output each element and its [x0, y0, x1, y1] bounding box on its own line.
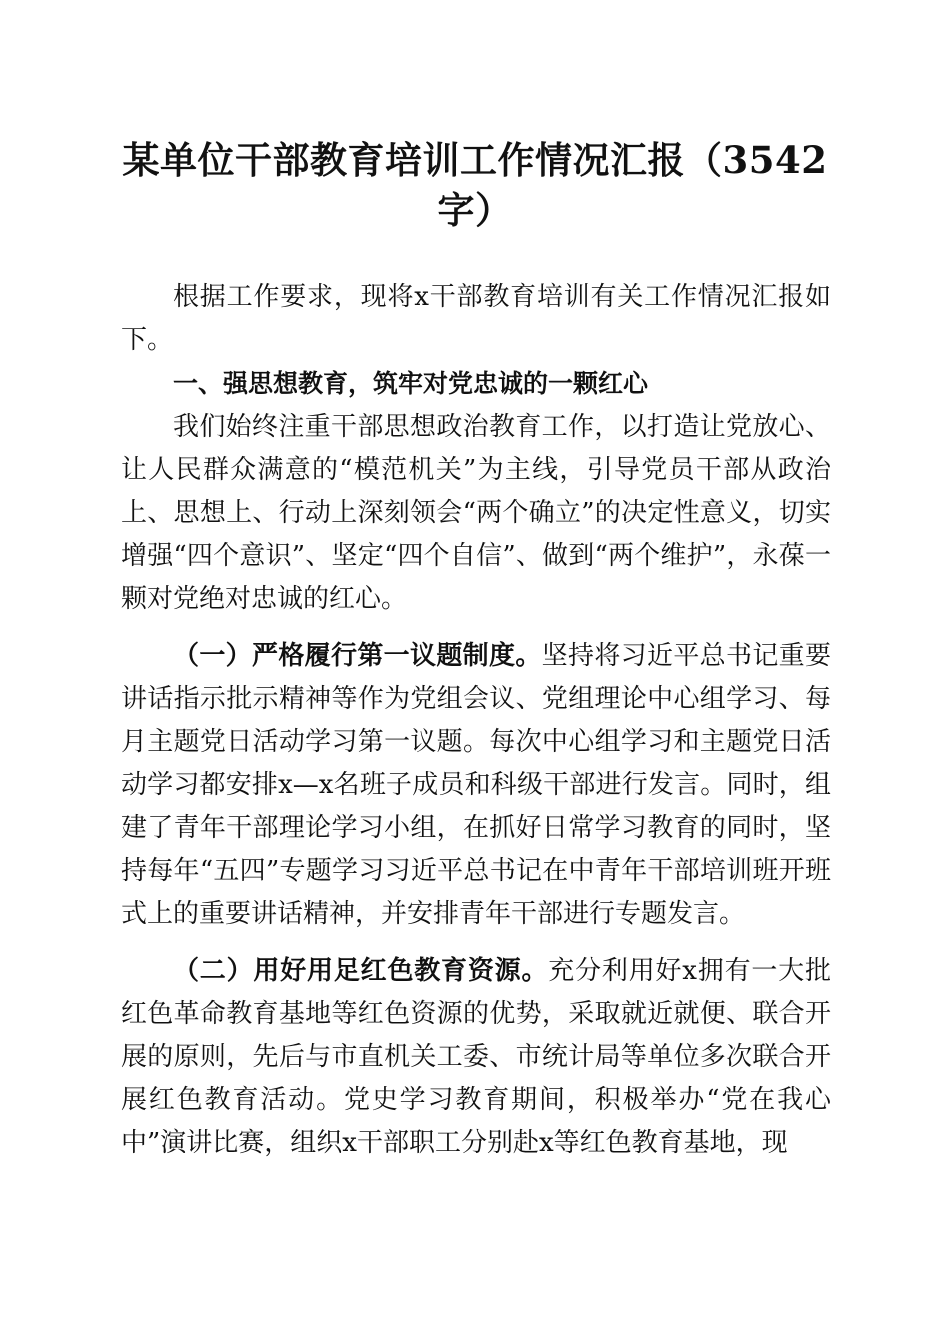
document-body [121, 276, 831, 1165]
subsection-paragraph-2 [121, 950, 831, 1165]
subsection-paragraph-1 [121, 635, 831, 936]
subsection-text-2: 充分利用好x拥有一大批红色革命教育基地等红色资源的优势，采取就近就便、联合开展的原则，先后与市直机关工委、市统计局等单位多次联合开展红色教育活动。党史学习教育期间，积极举办“党在我心中”演讲比赛，组织x干部职工分别赴x等红色教育基地，现 [121, 956, 831, 1158]
subsection-heading-2: （二）用好用足红色教育资源。 [173, 956, 549, 986]
subsection-heading-1: （一）严格履行第一议题制度。 [173, 641, 542, 671]
subsection-text-1: 坚持将习近平总书记重要讲话指示批示精神等作为党组会议、党组理论中心组学习、每月主题党日活动学习第一议题。每次中心组学习和主题党日活动学习都安排x—x名班子成员和科级干部进行发言。同时，组建了青年干部理论学习小组，在抓好日常学习教育的同时，坚持每年“五四”专题学习习近平总书记在中青年干部培训班开班式上的重要讲话精神，并安排青年干部进行专题发言。 [121, 641, 831, 929]
intro-paragraph: 根据工作要求，现将x干部教育培训有关工作情况汇报如下。 [121, 282, 831, 355]
document-title: 某单位干部教育培训工作情况汇报（3542字） [122, 138, 828, 232]
section-heading: 一、强思想教育，筑牢对党忠诚的一颗红心 [173, 369, 649, 398]
section-paragraph: 我们始终注重干部思想政治教育工作，以打造让党放心、让人民群众满意的“模范机关”为主线，引导党员干部从政治上、思想上、行动上深刻领会“两个确立”的决定性意义，切实增强“四个意识”、坚定“四个自信”、做到“两个维护”，永葆一颗对党绝对忠诚的红心。 [121, 412, 831, 614]
